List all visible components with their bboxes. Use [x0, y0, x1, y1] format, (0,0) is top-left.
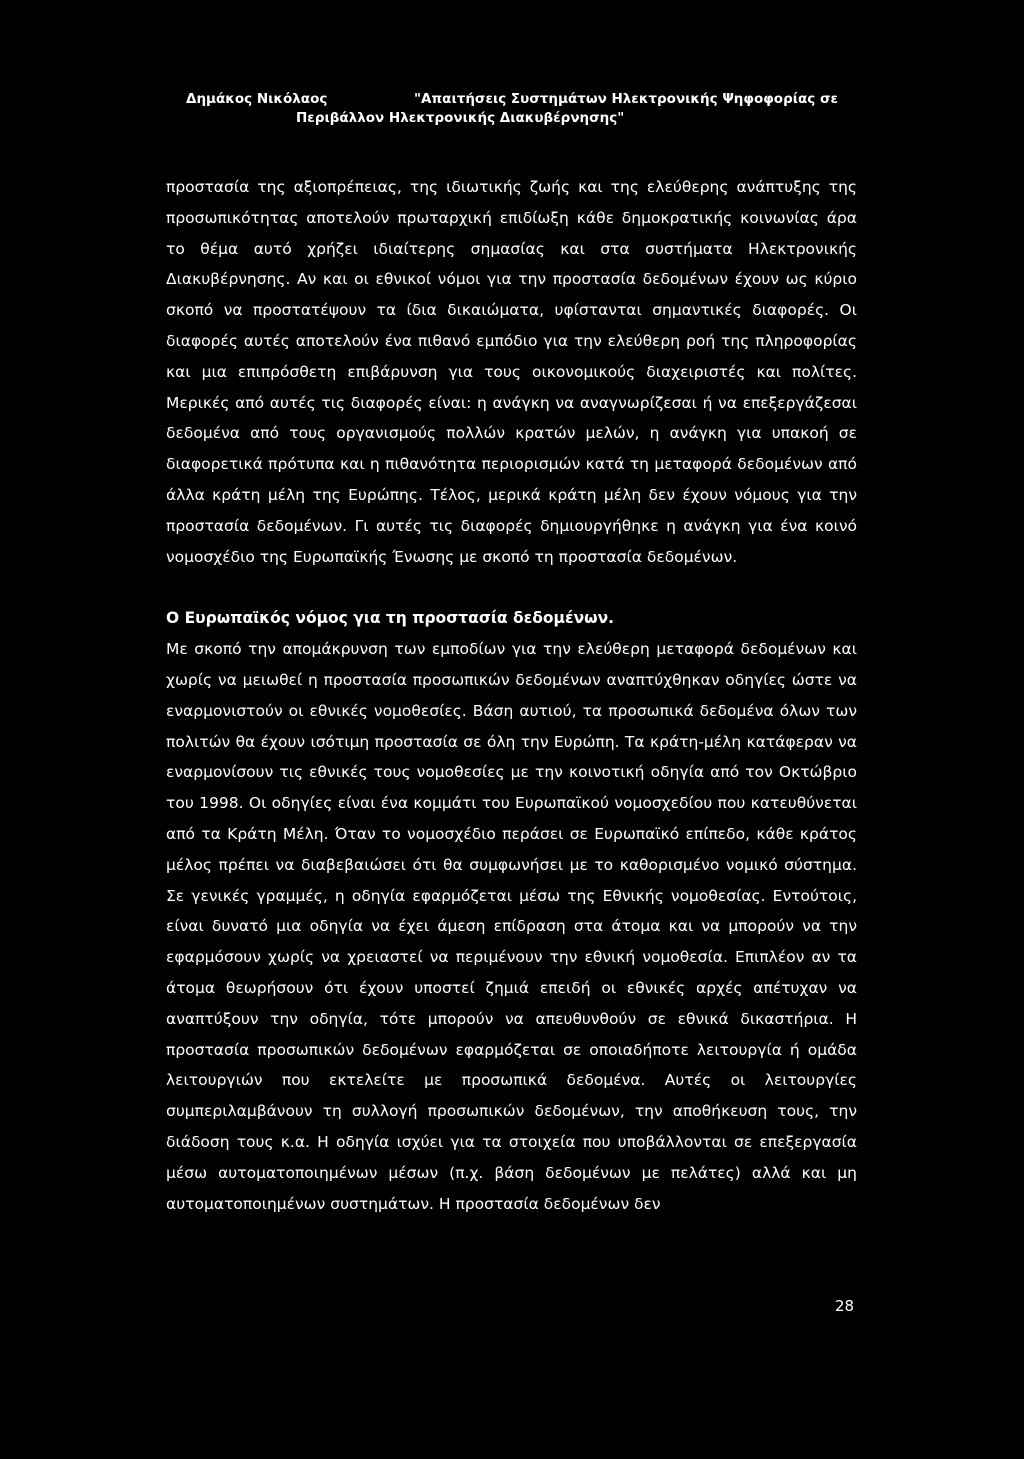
header-row-1 [186, 90, 838, 109]
header-row-2 [186, 109, 838, 128]
header-title-line-1: "Απαιτήσεις Συστημάτων Ηλεκτρονικής Ψηφοφορίας σε [414, 91, 838, 107]
page-number: 28 [835, 1297, 855, 1315]
paragraph-1: προστασία της αξιοπρέπειας, της ιδιωτικής ζωής και της ελεύθερης ανάπτυξης της προσωπικότητας αποτελούν πρωταρχική επιδίωξη κάθε δημοκρατικής κοινωνίας άρα το θέμα αυτό χρήζει ιδιαίτερης σημασίας και στα συστήματα Ηλεκτρονικής Διακυβέρνησης. Αν και οι εθνικοί νόμοι για την προστασία δεδομένων έχουν ως κύριο σκοπό να προστατέψουν τα ίδια δικαιώματα, υφίστανται σημαντικές διαφορές. Οι διαφορές αυτές αποτελούν ένα πιθανό εμπόδιο για την ελεύθερη ροή της πληροφορίας και μια επιπρόσθετη επιβάρυνση για τους οικονομικούς διαχειριστές και πολίτες. Μερικές από αυτές τις διαφορές είναι: η ανάγκη να αναγνωρίζεσαι ή να επεξεργάζεσαι δεδομένα από τους οργανισμούς πολλών κρατών μελών, η ανάγκη για υπακοή σε διαφορετικά πρότυπα και η πιθανότητα περιορισμών κατά τη μεταφορά δεδομένων από άλλα κράτη μέλη της Ευρώπης. Τέλος, μερικά κράτη μέλη δεν έχουν νόμους για την προστασία δεδομένων. Γι αυτές τις διαφορές δημιουργήθηκε η ανάγκη για ένα κοινό νομοσχέδιο της Ευρωπαϊκής Ένωσης με σκοπό τη προστασία δεδομένων. [166, 178, 857, 566]
paragraph-2: Με σκοπό την απομάκρυνση των εμποδίων για την ελεύθερη μεταφορά δεδομένων και χωρίς να μειωθεί η προστασία προσωπικών δεδομένων αναπτύχθηκαν οδηγίες ώστε να εναρμονιστούν οι εθνικές νομοθεσίες. Βάση αυτιού, τα προσωπικά δεδομένα όλων των πολιτών θα έχουν ισότιμη προστασία σε όλη την Ευρώπη. Τα κράτη-μέλη κατάφεραν να εναρμονίσουν τις εθνικές τους νομοθεσίες με την κοινοτική οδηγία από τον Οκτώβριο του 1998. Οι οδηγίες είναι ένα κομμάτι του Ευρωπαϊκού νομοσχεδίου που κατευθύνεται από τα Κράτη Μέλη. Όταν το νομοσχέδιο περάσει σε Ευρωπαϊκό επίπεδο, κάθε κράτος μέλος πρέπει να διαβεβαιώσει ότι θα συμφωνήσει με το καθορισμένο νομικό σύστημα. Σε γενικές γραμμές, η οδηγία εφαρμόζεται μέσω της Εθνικής νομοθεσίας. Εντούτοις, είναι δυνατό μια οδηγία να έχει άμεση επίδραση στα άτομα και να μπορούν να την εφαρμόσουν χωρίς να χρειαστεί να περιμένουν την εθνική νομοθεσία. Επιπλέον αν τα άτομα θεωρήσουν ότι έχουν υποστεί ζημιά επειδή οι εθνικές αρχές απέτυχαν να αναπτύξουν την οδηγία, τότε μπορούν να απευθυνθούν σε εθνικά δικαστήρια. Η προστασία προσωπικών δεδομένων εφαρμόζεται σε οποιαδήποτε λειτουργία ή ομάδα λειτουργιών που εκτελείτε με προσωπικά δεδομένα. Αυτές οι λειτουργίες συμπεριλαμβάνουν τη συλλογή προσωπικών δεδομένων, την αποθήκευση τους, την διάδοση τους κ.α. Η οδηγία ισχύει για τα στοιχεία που υποβάλλονται σε επεξεργασία μέσω αυτοματοποιημένων μέσων (π.χ. βάση δεδομένων με πελάτες) αλλά και μη αυτοματοποιημένων συστημάτων. Η προστασία δεδομένων δεν [166, 640, 857, 1213]
running-header [186, 90, 838, 128]
header-title-line-2: Περιβάλλον Ηλεκτρονικής Διακυβέρνησης" [296, 110, 625, 126]
document-body [166, 172, 857, 1219]
section-heading: Ο Ευρωπαϊκός νόμος για τη προστασία δεδομένων. [166, 609, 615, 628]
header-author: Δημάκος Νικόλαος [186, 91, 328, 107]
